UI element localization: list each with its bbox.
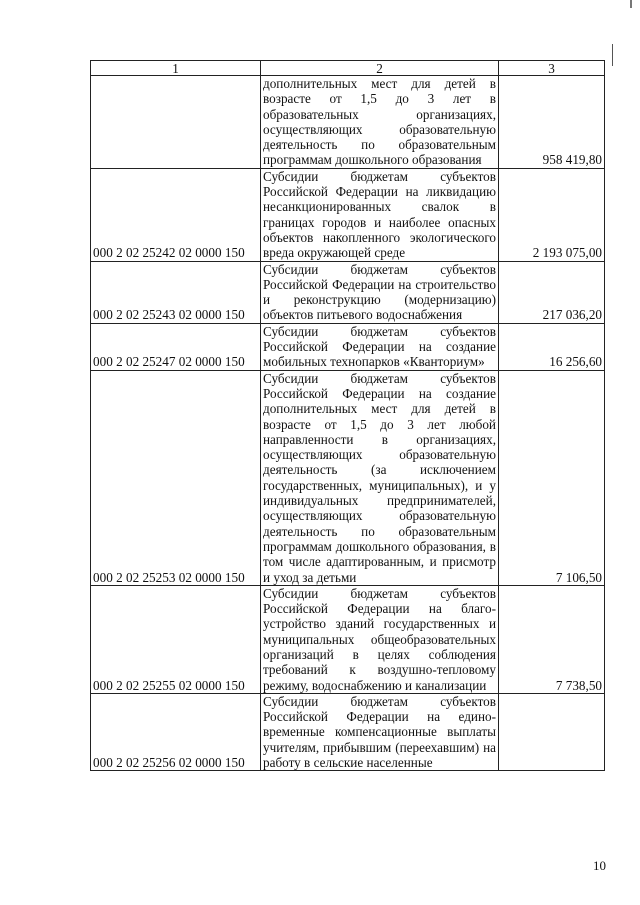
budget-code	[91, 76, 261, 169]
table-row	[91, 693, 605, 770]
description: Субсидии бюджетам субъектов Российской Федерации на едино-временные компенсационные выплаты учителям, прибывшим (переехавшим) на работу в сельские населенные	[261, 693, 499, 770]
amount: 16 256,60	[499, 323, 605, 370]
scan-mark	[630, 0, 632, 8]
table-row	[91, 323, 605, 370]
amount	[499, 693, 605, 770]
budget-code: 000 2 02 25256 02 0000 150	[91, 693, 261, 770]
budget-code: 000 2 02 25253 02 0000 150	[91, 370, 261, 585]
budget-code: 000 2 02 25255 02 0000 150	[91, 585, 261, 693]
table-row	[91, 168, 605, 261]
budget-code: 000 2 02 25242 02 0000 150	[91, 168, 261, 261]
description: Субсидии бюджетам субъектов Российской Федерации на создание дополнительных мест для детей в возрасте от 1,5 до 3 лет любой направленности в организациях, осуществляющих образовательную деятельность (за исключением государственных, муниципальных), и у индивидуальных предпринимателей, осуществляющих образовательную деятельность по образовательным программам дошкольного образования, в том числе адаптированным, и присмотр и уход за детьми	[261, 370, 499, 585]
amount: 958 419,80	[499, 76, 605, 169]
budget-code: 000 2 02 25243 02 0000 150	[91, 261, 261, 323]
scan-mark	[612, 44, 613, 66]
table-header-row	[91, 61, 605, 76]
table-row	[91, 76, 605, 169]
header-col-2: 2	[261, 61, 499, 76]
amount: 7 738,50	[499, 585, 605, 693]
description: Субсидии бюджетам субъектов Российской Федерации на создание мобильных технопарков «Кванториум»	[261, 323, 499, 370]
amount: 2 193 075,00	[499, 168, 605, 261]
description: Субсидии бюджетам субъектов Российской Федерации на строительство и реконструкцию (модернизацию) объектов питьевого водоснабжения	[261, 261, 499, 323]
table-row	[91, 370, 605, 585]
amount: 7 106,50	[499, 370, 605, 585]
header-col-1: 1	[91, 61, 261, 76]
amount: 217 036,20	[499, 261, 605, 323]
page-number: 10	[593, 858, 606, 873]
table-row	[91, 261, 605, 323]
table-row	[91, 585, 605, 693]
description: дополнительных мест для детей в возрасте от 1,5 до 3 лет в образовательных организациях, осуществляющих образовательную деятельность по образовательным программам дошкольного образования	[261, 76, 499, 169]
description: Субсидии бюджетам субъектов Российской Федерации на ликвидацию несанкционированных свалок в границах городов и наиболее опасных объектов накопленного экологического вреда окружающей среде	[261, 168, 499, 261]
budget-code: 000 2 02 25247 02 0000 150	[91, 323, 261, 370]
budget-table	[90, 60, 605, 771]
description: Субсидии бюджетам субъектов Российской Федерации на благо-устройство зданий государственных и муниципальных общеобразовательных организаций в целях соблюдения требований к воздушно-тепловому режиму, водоснабжению и канализации	[261, 585, 499, 693]
header-col-3: 3	[499, 61, 605, 76]
